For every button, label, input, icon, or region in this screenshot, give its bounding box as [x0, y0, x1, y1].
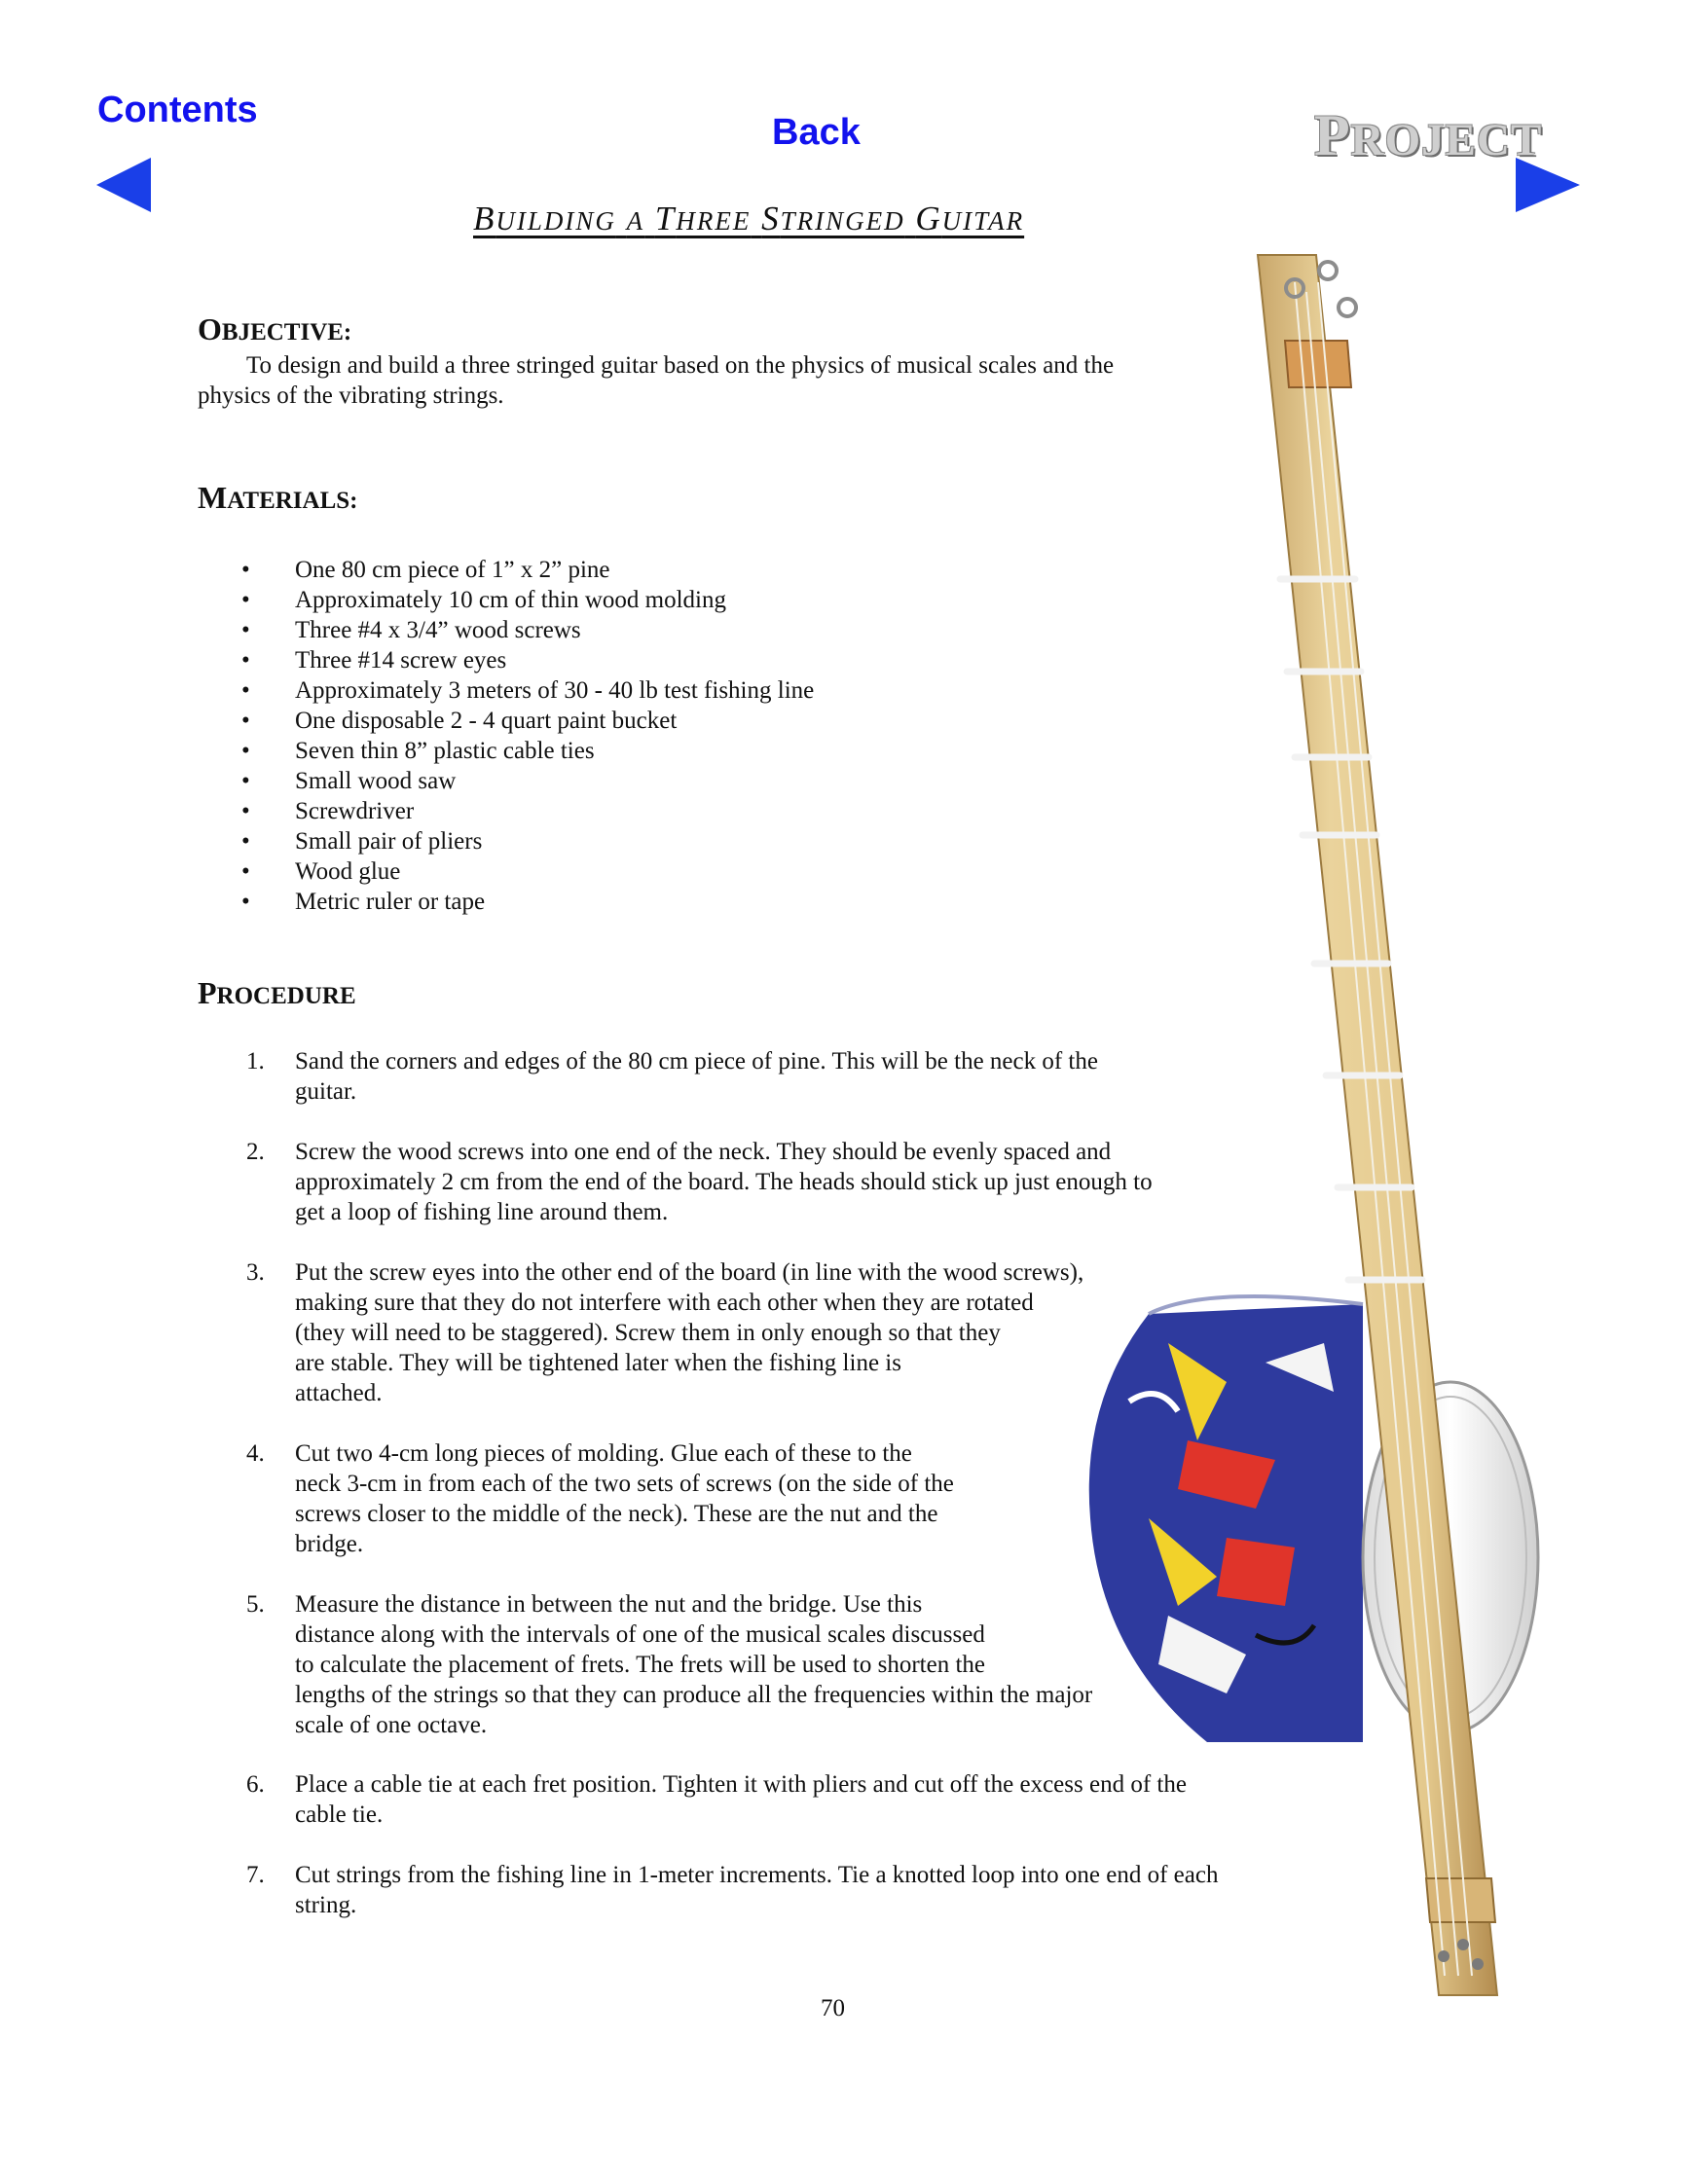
list-item: • Three #14 screw eyes [241, 647, 507, 673]
previous-page-arrow-icon[interactable] [94, 156, 153, 219]
list-item: • Small pair of pliers [241, 828, 483, 855]
back-link[interactable]: Back [772, 112, 861, 153]
procedure-heading: PROCEDURE [198, 975, 356, 1010]
list-item: • Screwdriver [241, 798, 415, 824]
objective-text: To design and build a three stringed guitar based on the physics of musical scales and the physics of the vibrating strings. [198, 352, 1115, 409]
list-item: • Seven thin 8” plastic cable ties [241, 738, 595, 764]
list-item: • Wood glue [241, 858, 401, 885]
three-string-guitar-image [1051, 234, 1596, 2020]
list-item: • Three #4 x 3/4” wood screws [241, 617, 581, 643]
list-item: • Metric ruler or tape [241, 889, 486, 915]
materials-list [241, 555, 814, 917]
list-item: • Small wood saw [241, 768, 457, 794]
contents-link[interactable]: Contents [97, 90, 258, 130]
list-item: • One disposable 2 - 4 quart paint bucket [241, 708, 678, 734]
list-item: • One 80 cm piece of 1” x 2” pine [241, 557, 610, 583]
list-item: • Approximately 3 meters of 30 - 40 lb test fishing line [241, 677, 815, 704]
page-title: BUILDING A THREE STRINGED GUITAR [473, 200, 1025, 237]
project-logo: PROJECT [1314, 103, 1543, 167]
objective-heading: OBJECTIVE: [198, 311, 352, 346]
materials-heading: MATERIALS: [198, 480, 358, 515]
page-number: 70 [821, 1995, 845, 2021]
list-item: • Approximately 10 cm of thin wood molding [241, 587, 727, 613]
